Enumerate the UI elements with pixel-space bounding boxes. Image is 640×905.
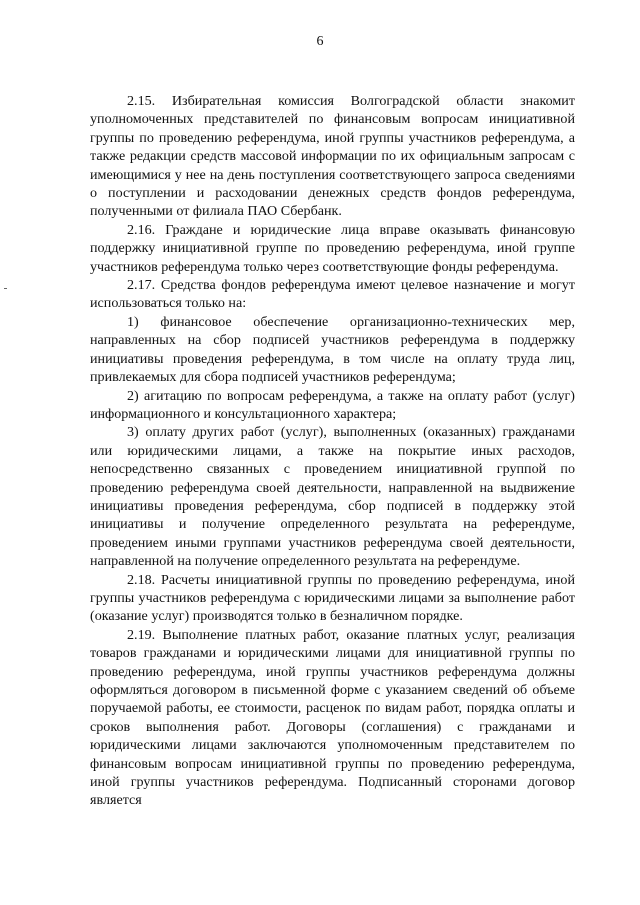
paragraph-2-17-item-2: 2) агитацию по вопросам референдума, а также на оплату работ (услуг) информационного и консультационного характера; (90, 387, 575, 422)
paragraph-2-17: 2.17. Средства фондов референдума имеют целевое назначение и могут использоваться только на: (90, 277, 575, 312)
margin-mark (4, 288, 7, 289)
paragraph-2-17-item-3: 3) оплату других работ (услуг), выполненных (оказанных) гражданами или юридическими лицами, а также на покрытие иных расходов, непосредственно связанных с проведением инициативной группой по проведению референдума своей деятельности, направленной на выдвижение инициативы проведения референдума, сбор подписей в поддержку этой инициативы и получение определенного результата на референдуме, проведением иными группами участников референдума своей деятельности, направленной на получение определенного результата на референдуме. (90, 424, 575, 570)
page-number: 6 (316, 34, 324, 49)
paragraph-2-15: 2.15. Избирательная комиссия Волгоградской области знакомит уполномоченных представителей по финансовым вопросам инициативной группы по проведению референдума, иной группы участников референдума, а также редакции средств массовой информации по их официальным запросам с имеющимися у нее на день поступления соответствующего запроса сведениями о поступлении и расходовании денежных средств фондов референдума, полученными от филиала ПАО Сбербанк. (90, 93, 575, 220)
paragraph-2-17-item-1: 1) финансовое обеспечение организационно-технических мер, направленных на сбор подписей участников референдума в поддержку инициативы проведения референдума, в том числе на оплату труда лиц, привлекаемых для сбора подписей участников референдума; (90, 313, 575, 386)
document-body (90, 92, 575, 810)
paragraph-2-19: 2.19. Выполнение платных работ, оказание платных услуг, реализация товаров гражданами и юридическими лицами для инициативной группы по проведению референдума, иной группы участников референдума должны оформляться договором в письменной форме с указанием сведений об объеме поручаемой работы, ее стоимости, расценок по видам работ, порядка оплаты и сроков выполнения работ. Договоры (соглашения) с гражданами и юридическими лицами заключаются уполномоченным представителем по финансовым вопросам инициативной группы по проведению референдума, иной группы участников референдума. Подписанный сторонами договор является (90, 626, 575, 809)
paragraph-2-18: 2.18. Расчеты инициативной группы по проведению референдума, иной группы участников референдума с юридическими лицами за выполнение работ (оказание услуг) производятся только в безналичном порядке. (90, 571, 575, 625)
paragraph-2-16: 2.16. Граждане и юридические лица вправе оказывать финансовую поддержку инициативной группе по проведению референдума, иной группе участников референдума только через соответствующие фонды референдума. (90, 221, 575, 275)
